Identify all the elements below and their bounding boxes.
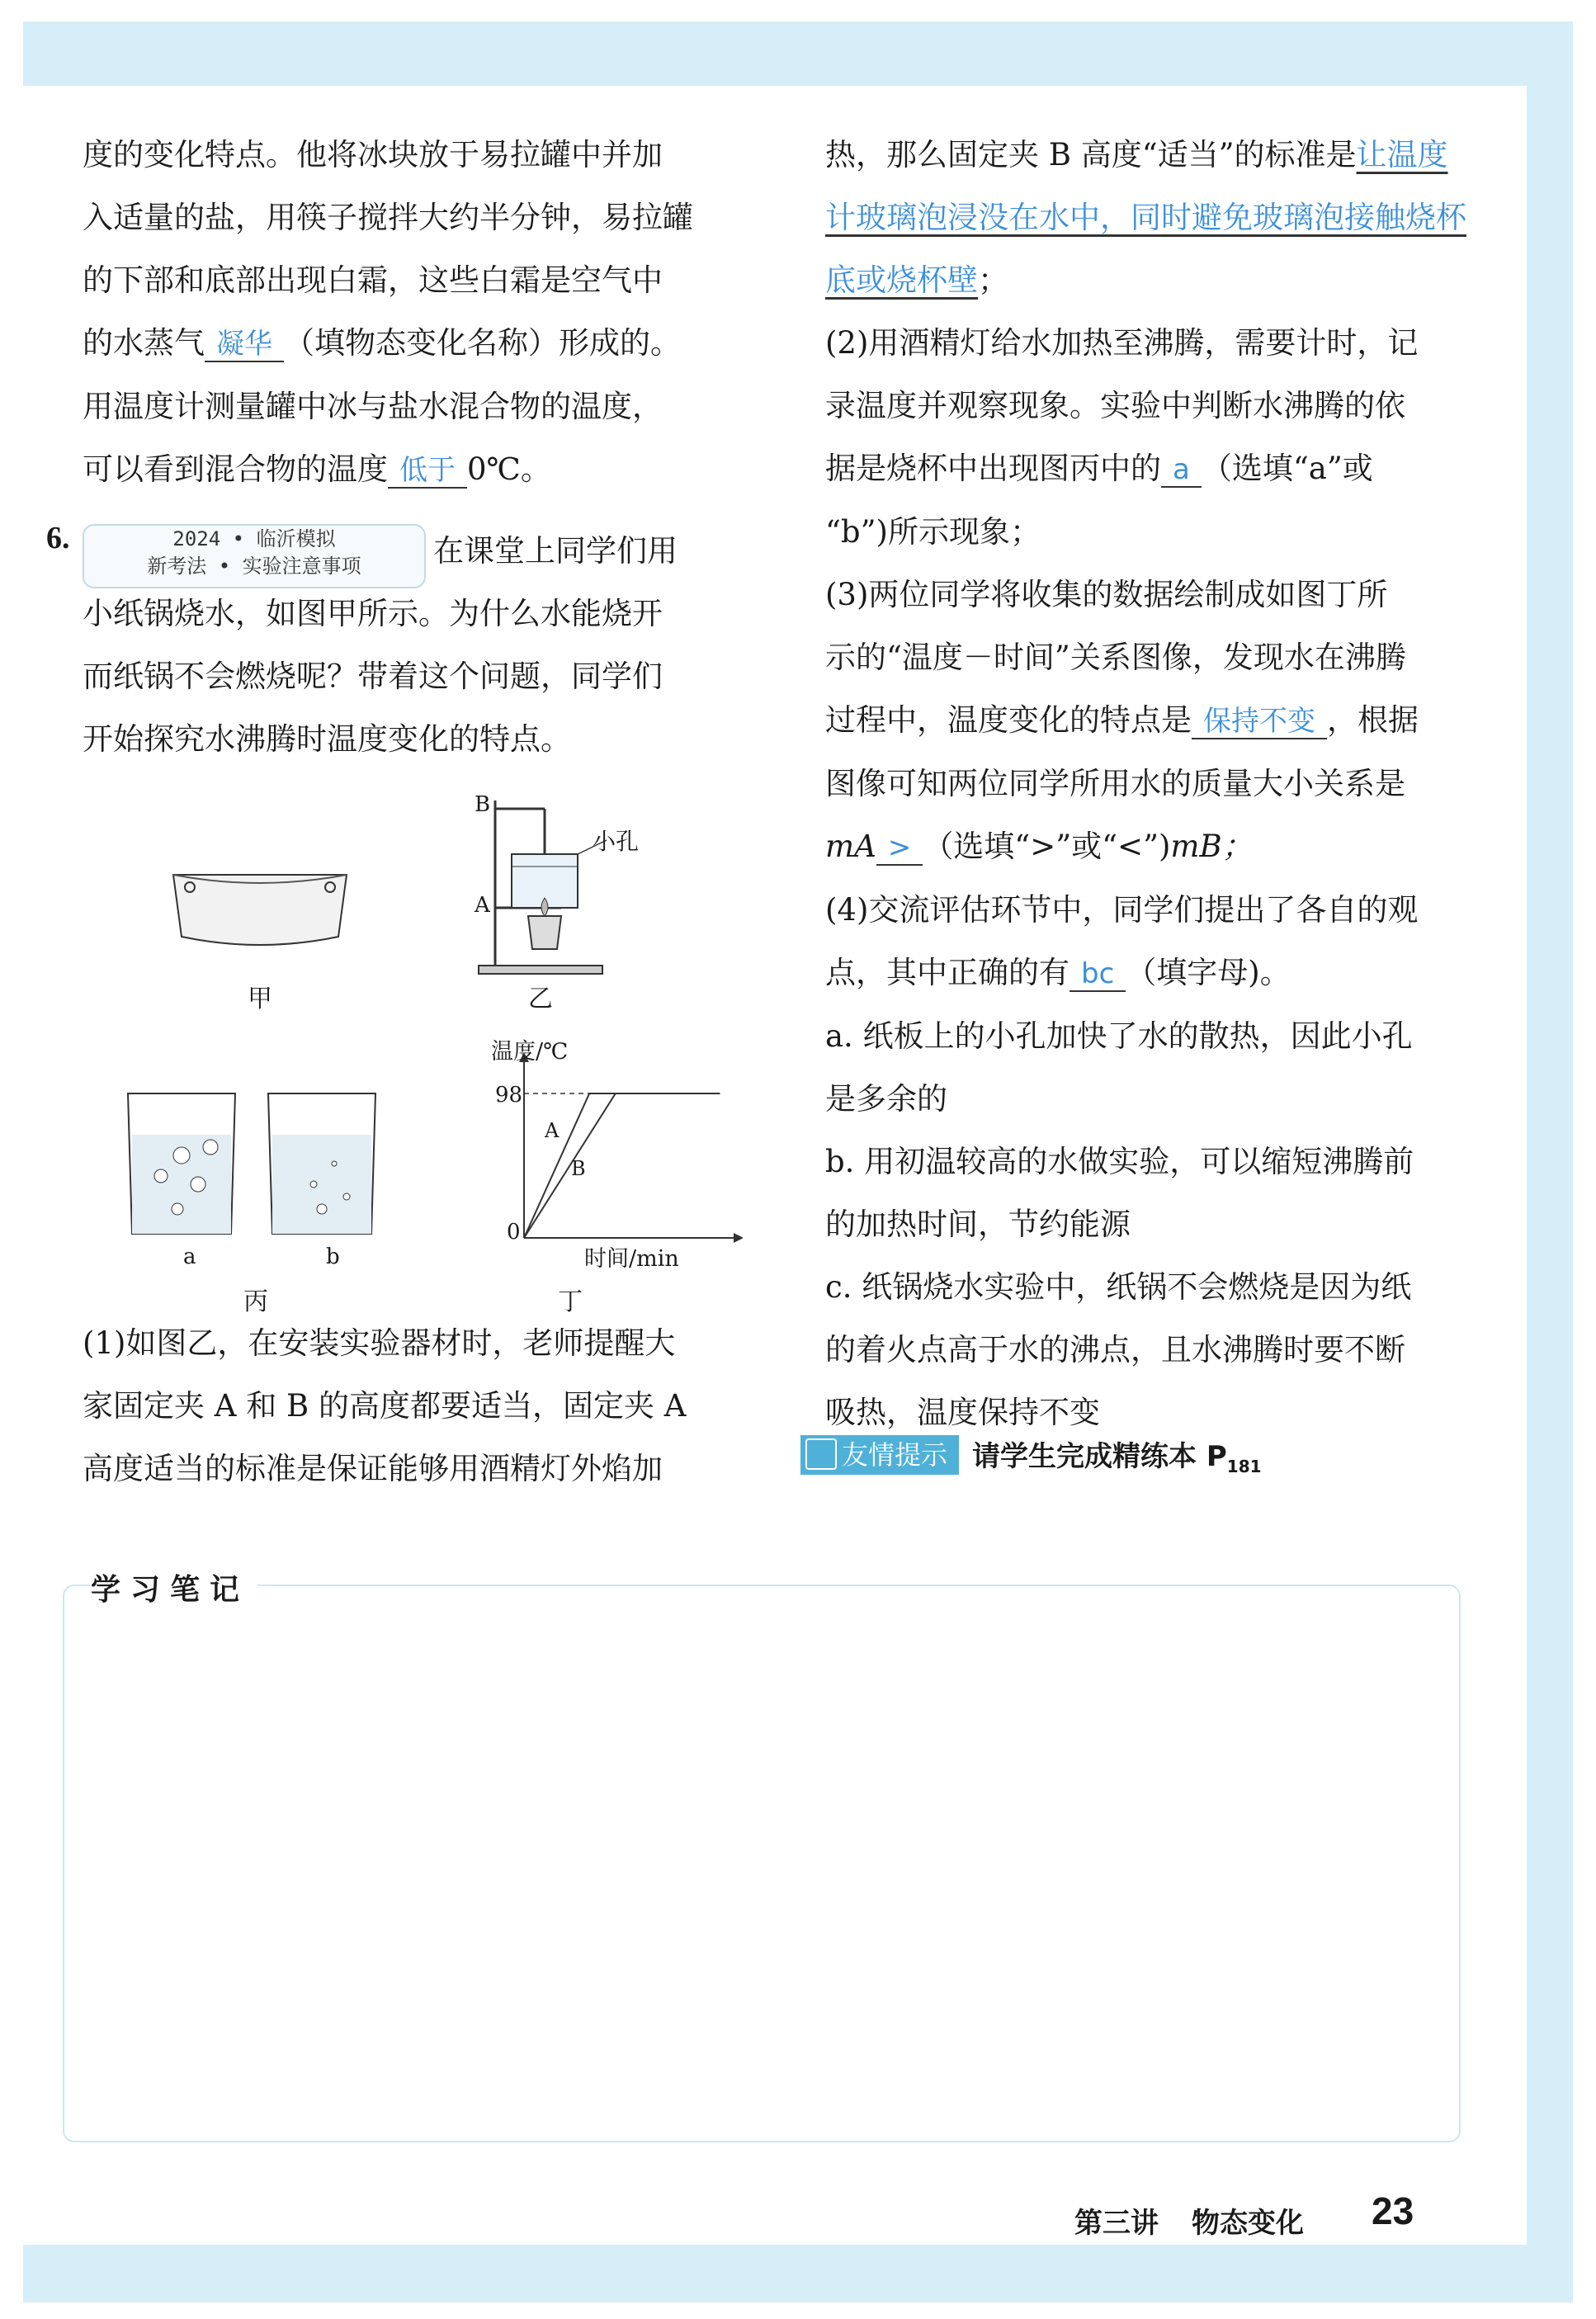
- part-1: [83, 1312, 743, 1500]
- text-segment: 的水蒸气: [83, 325, 205, 361]
- answer-fill: a: [1161, 453, 1202, 488]
- text-line: 示的“温度－时间”关系图像，发现水在沸腾: [825, 640, 1406, 675]
- series-a-label: A: [545, 1119, 560, 1142]
- text-line: (2)用酒精灯给水加热至沸腾，需要计时，记: [825, 325, 1419, 361]
- lecture-label: 第三讲: [1074, 2207, 1159, 2240]
- tip-badge-label: 友情提示: [842, 1439, 948, 1471]
- text-line: 开始探究水沸腾时温度变化的特点。: [83, 721, 571, 757]
- series-line-A: [524, 1093, 720, 1238]
- text-segment: 点，其中正确的有: [825, 955, 1070, 990]
- mass-a: mA: [825, 829, 876, 864]
- option-c: c. 纸锅烧水实验中，纸锅不会燃烧是因为纸: [825, 1269, 1412, 1305]
- series-line-B: [524, 1093, 720, 1238]
- topic-label: 物态变化: [1192, 2207, 1304, 2240]
- figure-label: 丙: [243, 1287, 268, 1316]
- tip-badge: [800, 1435, 959, 1475]
- tag-line: 2024 • 临沂模拟: [172, 527, 336, 550]
- text-line: 图像可知两位同学所用水的质量大小关系是: [825, 766, 1405, 801]
- text-segment: 过程中，温度变化的特点是: [825, 702, 1192, 738]
- text-line: [825, 124, 1477, 312]
- answer-fill: >: [876, 831, 923, 866]
- text-line: [83, 312, 730, 375]
- text-line: (4)交流评估环节中，同学们提出了各自的观: [825, 892, 1419, 928]
- question-intro: [83, 583, 730, 771]
- text-line: 度的变化特点。他将冰块放于易拉罐中并加: [83, 137, 663, 172]
- beakers-illustration: [120, 1085, 392, 1242]
- text-line: “b”)所示现象；: [825, 514, 1041, 550]
- y-axis-label: 温度/℃: [491, 1039, 569, 1065]
- mass-b: mB；: [1170, 829, 1253, 864]
- clamp-a-label: A: [475, 893, 490, 918]
- text-segment: 据是烧杯中出现图丙中的: [825, 451, 1161, 486]
- x-axis-arrow: [734, 1233, 743, 1243]
- text-segment: 热，那么固定夹 B 高度“适当”的标准是: [825, 137, 1357, 172]
- answer-fill: 低于: [388, 454, 467, 489]
- clamp-b-label: B: [475, 792, 491, 817]
- top-color-band: [23, 21, 1573, 86]
- friendly-tip: [800, 1436, 1262, 1474]
- text-segment: 可以看到混合物的温度: [83, 451, 388, 487]
- text-line: 录温度并观察现象。实验中判断水沸腾的依: [825, 388, 1405, 423]
- study-notes-title: 学习笔记: [91, 1566, 257, 1608]
- answer-fill: bc: [1070, 957, 1126, 992]
- tag-line: 新考法 • 实验注意事项: [147, 555, 361, 578]
- beaker-b-label: b: [326, 1245, 340, 1269]
- text-line: 入适量的盐，用筷子搅拌大约半分钟，易拉罐: [83, 200, 693, 235]
- option-a: 是多余的: [825, 1081, 947, 1117]
- text-line: 家固定夹 A 和 B 的高度都要适当，固定夹 A: [83, 1388, 687, 1424]
- text-segment: （选填“a”或: [1201, 451, 1373, 486]
- figure-area: [83, 792, 743, 1320]
- text-line: [825, 942, 1477, 1005]
- text-line: 而纸锅不会燃烧呢？带着这个问题，同学们: [83, 659, 663, 694]
- text-line: [83, 438, 730, 502]
- text-line: [825, 689, 1477, 753]
- hole-label: 小孔: [593, 828, 640, 855]
- text-line: 的下部和底部出现白霜，这些白霜是空气中: [83, 262, 663, 298]
- bottom-color-band: [23, 2245, 1573, 2302]
- text-segment: 0℃。: [467, 451, 551, 487]
- origin-label: 0: [507, 1220, 521, 1245]
- text-line: (3)两位同学将收集的数据绘制成如图丁所: [825, 577, 1388, 612]
- study-notes-box[interactable]: [63, 1585, 1461, 2142]
- text-segment: （选填“>”或“<”): [923, 829, 1171, 864]
- option-c: 的着火点高于水的沸点，且水沸腾时要不断: [825, 1332, 1405, 1367]
- figure-label: 甲: [248, 985, 272, 1013]
- answer-fill: 保持不变: [1192, 705, 1327, 739]
- text-line: [825, 815, 1477, 879]
- text-segment: （填物态变化名称）形成的。: [284, 325, 681, 361]
- option-c: 吸热，温度保持不变: [825, 1395, 1100, 1430]
- beaker-a-label: a: [183, 1245, 196, 1269]
- source-tag: [83, 524, 426, 588]
- left-column: [83, 124, 730, 502]
- tip-text: [972, 1433, 1262, 1476]
- text-segment: ，根据: [1327, 702, 1419, 738]
- text-line: 高度适当的标准是保证能够用酒精灯外焰加: [83, 1451, 663, 1486]
- text-line: (1)如图乙，在安装实验器材时，老师提醒大: [83, 1325, 676, 1361]
- text-line: [825, 437, 1477, 501]
- text-line: 在课堂上同学们用: [433, 533, 678, 569]
- page-footer: [1074, 2200, 1304, 2241]
- series-b-label: B: [571, 1157, 586, 1180]
- right-column: [825, 124, 1477, 1444]
- tip-text-main: 请学生完成精练本 P: [972, 1440, 1227, 1474]
- right-color-band: [1527, 21, 1573, 2250]
- figure-label: 乙: [528, 985, 553, 1013]
- x-axis-label: 时间/min: [584, 1246, 679, 1272]
- tip-page: 181: [1226, 1456, 1262, 1476]
- option-b: 的加热时间，节约能源: [825, 1207, 1131, 1242]
- figure-label: 丁: [558, 1287, 583, 1316]
- option-a: a. 纸板上的小孔加快了水的散热，因此小孔: [825, 1018, 1413, 1054]
- text-line: 用温度计测量罐中冰与盐水混合物的温度，: [83, 389, 663, 424]
- answer-fill: 凝华: [205, 328, 284, 362]
- paper-pot-illustration: [165, 858, 355, 957]
- y-tick-98: 98: [495, 1083, 523, 1108]
- option-b: b. 用初温较高的水做实验，可以缩短沸腾前: [825, 1144, 1414, 1179]
- page-number: 23: [1372, 2189, 1414, 2232]
- text-segment: ；: [978, 262, 1008, 298]
- text-line: 小纸锅烧水，如图甲所示。为什么水能烧开: [83, 596, 663, 631]
- text-segment: （填字母)。: [1126, 955, 1291, 990]
- question-number: 6.: [46, 521, 70, 555]
- book-icon: [805, 1438, 837, 1470]
- boiling-apparatus-illustration: [462, 792, 627, 982]
- answer-fill: 让温度计玻璃泡浸没在水中，同时避免玻璃泡接触烧杯底或烧杯壁: [825, 137, 1466, 298]
